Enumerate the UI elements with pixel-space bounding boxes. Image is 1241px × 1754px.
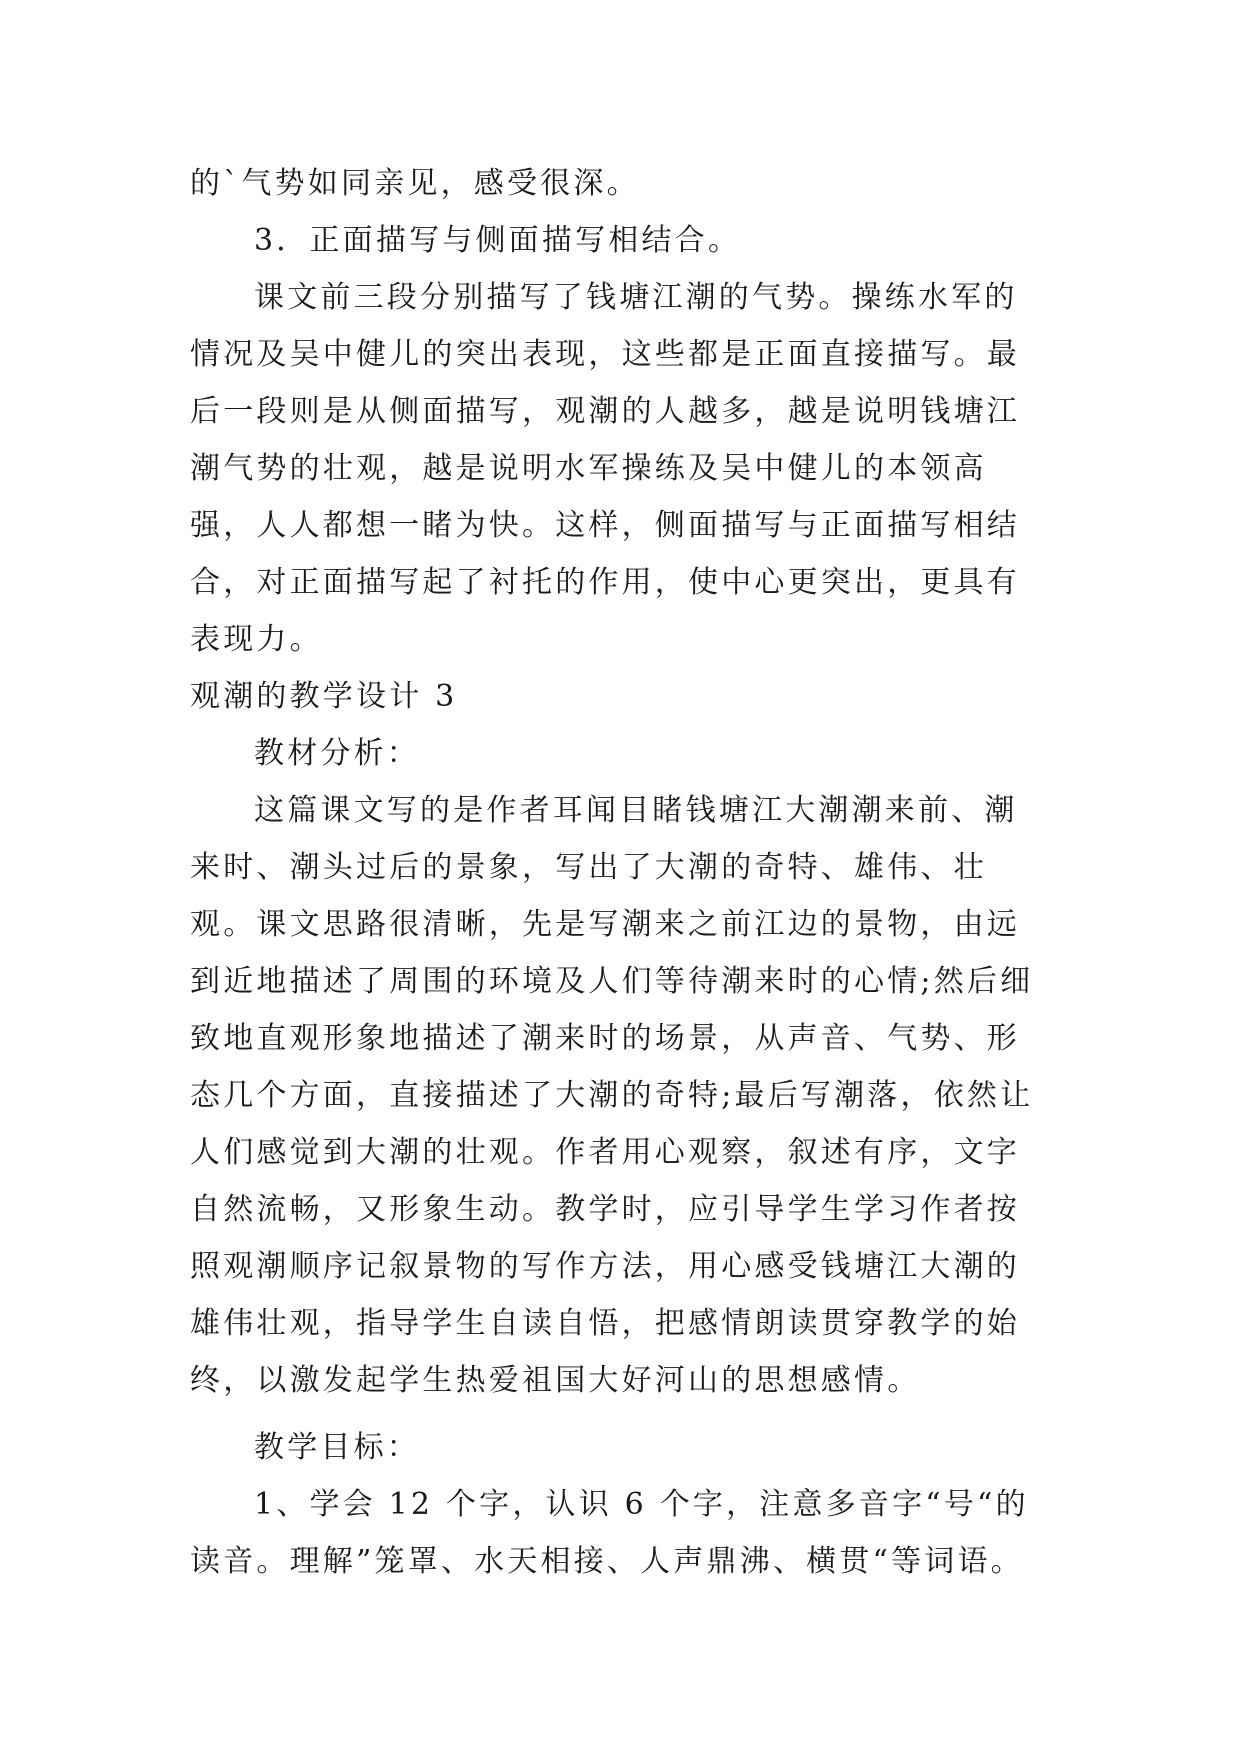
- paragraph-side-description: 课文前三段分别描写了钱塘江潮的气势。操练水军的情况及吴中健儿的突出表现，这些都是正面直接描写。最后一段则是从侧面描写，观潮的人越多，越是说明钱塘江潮气势的壮观，越是说明水军操练及吴中健儿的本领高强，人人都想一睹为快。这样，侧面描写与正面描写相结合，对正面描写起了衬托的作用，使中心更突出，更具有表现力。: [190, 280, 1020, 657]
- paragraph-continuation: 的`气势如同亲见，感受很深。: [190, 166, 640, 201]
- subheading-material-analysis: 教材分析：: [254, 736, 420, 771]
- paragraph-material-analysis: 这篇课文写的是作者耳闻目睹钱塘江大潮潮来前、潮来时、潮头过后的景象，写出了大潮的奇特、雄伟、壮观。课文思路很清晰，先是写潮来之前江边的景物，由远到近地描述了周围的环境及人们等待潮来时的心情;然后细致地直观形象地描述了潮来时的场景，从声音、气势、形态几个方面，直接描述了大潮的奇特;最后写潮落，依然让人们感觉到大潮的壮观。作者用心观察，叙述有序，文字自然流畅，又形象生动。教学时，应引导学生学习作者按照观潮顺序记叙景物的写作方法，用心感受钱塘江大潮的雄伟壮观，指导学生自读自悟，把感情朗读贯穿教学的始终，以激发起学生热爱祖国大好河山的思想感情。: [190, 793, 1034, 1398]
- paragraph-goal-1: 1、学会 12 个字，认识 6 个字，注意多音字“号“的读音。理解”笼罩、水天相接、人声鼎沸、横贯“等词语。: [190, 1487, 1029, 1579]
- document-body: [190, 155, 1050, 1590]
- subheading-teaching-goals: 教学目标：: [254, 1430, 420, 1465]
- paragraph-point-3: 3．正面描写与侧面描写相结合。: [254, 223, 742, 258]
- section-heading: 观潮的教学设计 3: [190, 679, 458, 714]
